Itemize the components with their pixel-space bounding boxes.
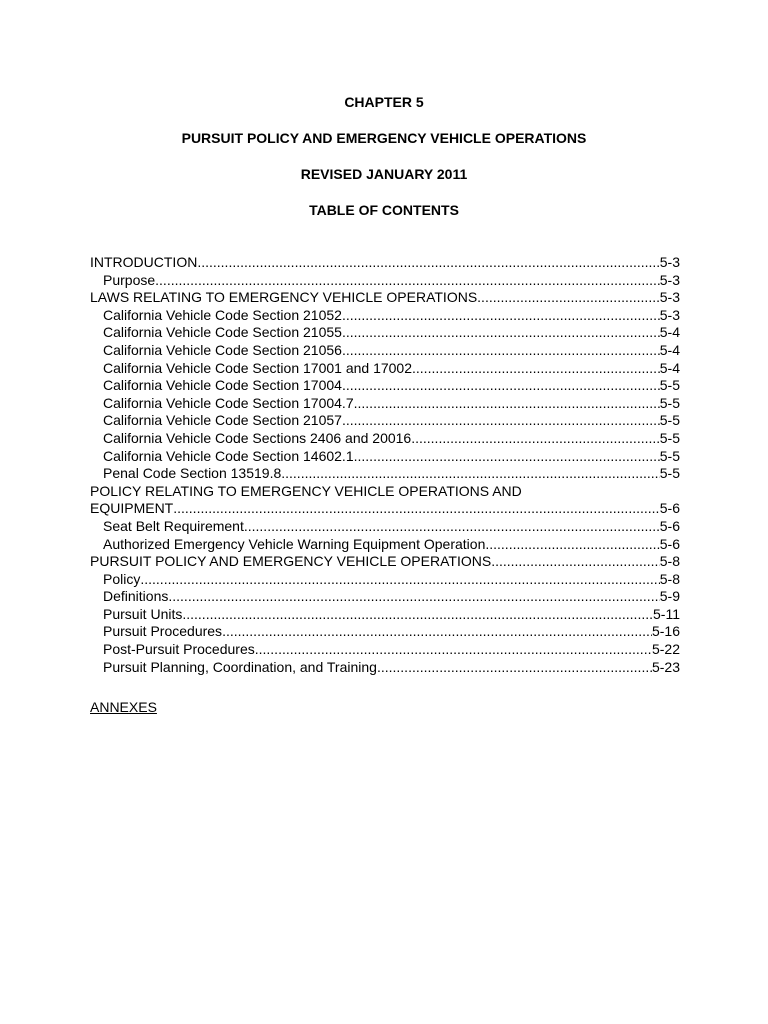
toc-entry-page: 5-5 (659, 377, 680, 394)
toc-entry-cvc-21055 (90, 324, 680, 342)
toc-entry-seat-belt (90, 518, 680, 536)
toc-entry-title: California Vehicle Code Section 21055 (103, 324, 342, 341)
toc-entry-title: California Vehicle Code Section 21052 (103, 306, 342, 323)
toc-entry-title: California Vehicle Code Section 14602.1 (103, 447, 354, 464)
toc-entry-title: Pursuit Planning, Coordination, and Training (103, 658, 377, 675)
toc-entry-title: California Vehicle Code Section 21057 (103, 412, 342, 429)
toc-entry-title: EQUIPMENT (90, 500, 174, 517)
toc-entry-title: Pursuit Procedures (103, 623, 223, 640)
toc-entry-pursuit-planning (90, 659, 680, 677)
toc-entry-page: 5-6 (659, 500, 680, 517)
leader-dots (342, 324, 660, 342)
toc-entry-title: Authorized Emergency Vehicle Warning Equipment Operation (103, 535, 486, 552)
leader-dots (173, 500, 660, 518)
toc-entry-page: 5-3 (659, 306, 680, 323)
leader-dots (354, 448, 660, 466)
toc-entry-title: Pursuit Units (103, 605, 183, 622)
toc-entry-page: 5-5 (659, 429, 680, 446)
toc-entry-pursuit-units (90, 606, 680, 624)
toc-entry-title: California Vehicle Code Section 17004.7 (103, 394, 354, 411)
toc-entry-cvc-17004 (90, 377, 680, 395)
toc-entry-page: 5-6 (659, 535, 680, 552)
leader-dots (342, 307, 660, 325)
toc-entry-policy (90, 571, 680, 589)
toc-entry-policy-equipment (90, 500, 680, 518)
leader-dots (140, 571, 659, 589)
toc-entry-page: 5-8 (659, 570, 680, 587)
toc-entry-purpose (90, 272, 680, 290)
toc-entry-page: 5-4 (659, 324, 680, 341)
toc-entry-page: 5-22 (651, 641, 680, 658)
toc-entry-post-pursuit (90, 641, 680, 659)
table-of-contents (90, 254, 680, 676)
toc-entry-page: 5-11 (653, 605, 680, 622)
toc-entry-cvc-17001-17002 (90, 360, 680, 378)
leader-dots (155, 272, 660, 290)
toc-entry-page: 5-3 (659, 271, 680, 288)
leader-dots (222, 623, 652, 641)
toc-entry-page: 5-9 (659, 588, 680, 605)
toc-entry-penal-13519-8 (90, 465, 680, 483)
toc-entry-title: Policy (103, 570, 141, 587)
toc-entry-cvc-14602-1 (90, 448, 680, 466)
leader-dots (281, 465, 660, 483)
toc-entry-page: 5-4 (659, 341, 680, 358)
toc-entry-title: INTRODUCTION (90, 254, 198, 270)
toc-entry-cvc-17004-7 (90, 395, 680, 413)
revision-date: REVISED JANUARY 2011 (300, 166, 468, 182)
toc-entry-page: 5-6 (659, 517, 680, 534)
toc-entry-page: 5-5 (659, 465, 680, 482)
leader-dots (412, 360, 660, 378)
toc-entry-page: 5-5 (659, 394, 680, 411)
toc-entry-cvc-21057 (90, 412, 680, 430)
toc-entry-page: 5-3 (659, 289, 680, 306)
toc-entry-cvc-21056 (90, 342, 680, 360)
leader-dots (197, 254, 659, 272)
toc-entry-title: California Vehicle Code Section 17001 and 17002 (103, 359, 413, 376)
toc-entry-page: 5-4 (659, 359, 680, 376)
leader-dots (182, 606, 653, 624)
chapter-title: PURSUIT POLICY AND EMERGENCY VEHICLE OPERATIONS (181, 130, 587, 146)
chapter-number: CHAPTER 5 (344, 94, 424, 110)
toc-entry-title: California Vehicle Code Section 21056 (103, 341, 342, 358)
toc-entry-introduction (90, 254, 680, 272)
toc-heading: TABLE OF CONTENTS (309, 202, 459, 218)
toc-entry-title: Definitions (103, 588, 169, 605)
leader-dots (477, 289, 660, 307)
toc-entry-title: California Vehicle Code Sections 2406 and 20016 (103, 429, 412, 446)
toc-entry-title: Penal Code Section 13519.8 (103, 465, 282, 482)
leader-dots (342, 377, 660, 395)
toc-entry-definitions (90, 588, 680, 606)
annexes-link[interactable]: ANNEXES (90, 699, 157, 715)
leader-dots (342, 412, 660, 430)
leader-dots (377, 659, 652, 677)
toc-entry-warning-equipment (90, 536, 680, 554)
leader-dots (342, 342, 660, 360)
toc-entry-cvc-21052 (90, 307, 680, 325)
toc-entry-title: Purpose (103, 271, 156, 288)
toc-entry-title: California Vehicle Code Section 17004 (103, 377, 342, 394)
toc-entry-page: 5-23 (651, 658, 680, 675)
toc-entry-title: Post-Pursuit Procedures (103, 641, 255, 658)
toc-entry-pursuit-procedures (90, 623, 680, 641)
leader-dots (485, 536, 659, 554)
leader-dots (168, 588, 659, 606)
toc-entry-page: 5-3 (659, 254, 680, 270)
toc-entry-laws (90, 289, 680, 307)
toc-entry-cvc-2406-20016 (90, 430, 680, 448)
toc-entry-page: 5-16 (651, 623, 680, 640)
toc-entry-title: LAWS RELATING TO EMERGENCY VEHICLE OPERATIONS (90, 289, 478, 306)
toc-entry-page: 5-8 (659, 553, 680, 570)
leader-dots (354, 395, 660, 413)
toc-entry-policy-line1: POLICY RELATING TO EMERGENCY VEHICLE OPERATIONS AND (90, 482, 522, 499)
toc-entry-page: 5-5 (659, 447, 680, 464)
leader-dots (244, 518, 660, 536)
leader-dots (491, 553, 660, 571)
toc-entry-title: PURSUIT POLICY AND EMERGENCY VEHICLE OPERATIONS (90, 553, 492, 570)
leader-dots (411, 430, 660, 448)
toc-entry-title: Seat Belt Requirement (103, 517, 244, 534)
toc-entry-page: 5-5 (659, 412, 680, 429)
leader-dots (255, 641, 652, 659)
toc-entry-pursuit-policy (90, 553, 680, 571)
